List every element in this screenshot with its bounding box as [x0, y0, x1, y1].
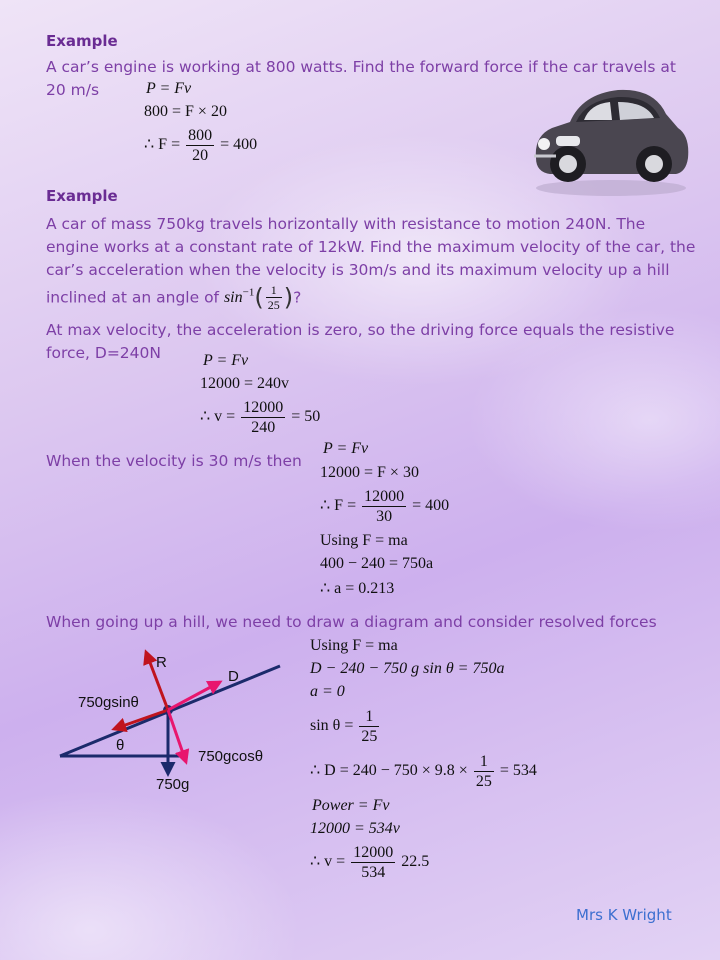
velocity-30-text: When the velocity is 30 m/s then [46, 452, 302, 470]
hill-eq1: Using F = ma [310, 637, 398, 654]
component-cos-arrow [168, 710, 186, 762]
example2-line3: car’s acceleration when the velocity is 30m/s and its maximum velocity up a hill [46, 261, 670, 279]
hill-eq2: D − 240 − 750 g sin θ = 750a [310, 660, 505, 677]
example2-line2: engine works at a constant rate of 12kW. Find the maximum velocity of the car, the [46, 238, 696, 256]
example1-eq2: 800 = F × 20 [144, 103, 227, 120]
example1-line2: 20 m/s [46, 81, 100, 99]
label-theta: θ [116, 737, 125, 754]
car-illustration [526, 70, 696, 200]
hill-eq8: ∴ v = $\frac{12000}{534}$ 22.5 [310, 844, 430, 881]
label-sin-component: 750gsinθ [78, 694, 139, 711]
label-cos-component: 750gcosθ [198, 748, 264, 765]
maxv-eq1: P = Fv [203, 352, 249, 369]
maxv-eq3: ∴ v = $\frac{12000}{240}$ = 50 [200, 399, 321, 436]
accel-eq6: ∴ a = 0.213 [320, 580, 395, 597]
driving-force-arrow [168, 682, 220, 710]
hill-text: When going up a hill, we need to draw a diagram and consider resolved forces [46, 613, 657, 631]
label-R: R [156, 654, 167, 671]
author-signature: Mrs K Wright [576, 906, 672, 924]
accel-eq3: ∴ F = $\frac{12000}{30}$ = 400 [320, 488, 450, 525]
example2-line4: inclined at an angle of $\sin^{-1}$( $\frac{1}{25}$ )? [46, 283, 302, 313]
hill-eq3: a = 0 [310, 683, 345, 700]
example1-eq1: P = Fv [146, 80, 192, 97]
hill-eq5: ∴ D = 240 − 750 × 9.8 × $\frac{1}{25}$ = 534 [310, 753, 537, 790]
accel-eq2: 12000 = F × 30 [320, 464, 419, 481]
hill-eq6: Power = Fv [312, 797, 390, 814]
label-D: D [228, 668, 239, 685]
example2-heading: Example [46, 187, 118, 205]
example1-heading: Example [46, 32, 118, 50]
component-sin-arrow [114, 710, 168, 729]
maxv-eq2: 12000 = 240v [200, 375, 290, 392]
example2-line1: A car of mass 750kg travels horizontally with resistance to motion 240N. The [46, 215, 646, 233]
accel-eq1: P = Fv [323, 440, 369, 457]
max-velocity-text-2: force, D=240N [46, 344, 161, 362]
example1-line1: A car’s engine is working at 800 watts. Find the forward force if the car travels at [46, 58, 676, 76]
accel-eq5: 400 − 240 = 750a [320, 555, 434, 572]
hill-eq7: 12000 = 534v [310, 820, 400, 837]
example1-eq3: ∴ F = $\frac{800}{20}$ = 400 [144, 127, 258, 164]
max-velocity-text-1: At max velocity, the acceleration is zero, so the driving force equals the resistive [46, 321, 675, 339]
accel-eq4: Using F = ma [320, 532, 408, 549]
label-weight: 750g [156, 776, 190, 793]
hill-eq4: sin θ = $\frac{1}{25}$ [310, 708, 378, 745]
